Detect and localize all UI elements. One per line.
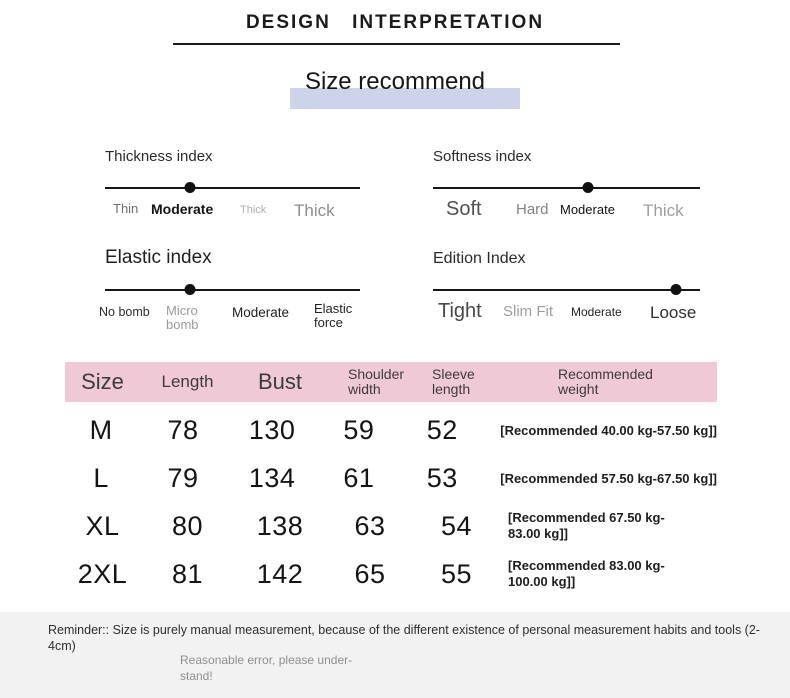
cell-size: M [89,414,113,445]
index-scale-line [105,289,360,291]
index-labels [433,300,700,344]
header-cell-shoulder-width: Shoulder width [348,365,405,397]
header-cell-bust: Bust [257,369,303,394]
cell-size: 2XL [77,558,128,589]
index-scale-line [433,289,700,291]
note-line-2: stand! [180,668,213,683]
index-label: Thick [643,201,684,220]
index-marker-dot [185,284,196,295]
cell-shoulder-width: 63 [354,510,386,541]
cell-shoulder-width: 59 [343,414,375,445]
index-marker-dot [185,182,196,193]
index-label: No bomb [99,305,150,319]
index-label: Tight [438,300,482,322]
index-label: Hard [516,201,549,218]
cell-bust: 138 [256,510,304,541]
cell-length: 79 [167,462,199,493]
cell-size: L [93,462,109,493]
cell-recommended-weight: [Recommended 57.50 kg-67.50 kg]] [500,470,717,486]
index-label: Moderate [232,305,290,320]
header-cell-recommended-weight: Recommended weight [558,365,653,397]
page-title: DESIGN INTERPRETATION [245,12,545,33]
index-label: Thick [240,204,267,216]
index-labels [105,202,360,242]
size-table-body [65,406,717,598]
cell-bust: 142 [256,558,304,589]
cell-shoulder-width: 65 [354,558,386,589]
title-underline [173,43,620,45]
cell-length: 81 [171,558,204,589]
cell-shoulder-width: 61 [343,462,375,493]
section-title-size-recommend: Size recommend [304,68,486,95]
table-row-m [65,406,717,454]
note-line-1: Reasonable error, please under- [180,653,353,667]
cell-recommended-weight: [Recommended 67.50 kg-83.00 kg]] [508,509,665,541]
index-label-selected: Moderate [560,202,615,217]
index-label: Moderate [571,305,622,319]
cell-sleeve-length: 54 [440,510,473,541]
table-row-l [65,454,717,502]
cell-recommended-weight: [Recommended 40.00 kg-57.50 kg]] [500,422,717,438]
index-scale-line [105,187,360,189]
cell-sleeve-length: 52 [426,414,458,445]
cell-sleeve-length: 53 [426,462,458,493]
index-label: Thin [113,201,139,216]
index-title: Thickness index [105,148,213,165]
index-label-selected: Micro bomb [166,303,199,332]
table-row-2xl [65,550,717,598]
cell-length: 80 [171,510,204,541]
index-title: Elastic index [105,247,212,268]
index-marker-dot [670,284,681,295]
cell-size: XL [85,510,120,541]
cell-sleeve-length: 55 [440,558,473,589]
table-row-xl [65,502,717,550]
index-label-selected: Loose [650,303,697,322]
index-label: Elastic force [314,301,353,330]
index-label-selected: Moderate [151,201,214,217]
cell-bust: 130 [248,414,296,445]
reasonable-error-note [180,653,370,684]
index-title: Softness index [433,148,532,165]
index-labels [99,301,360,344]
cell-bust: 134 [248,462,296,493]
index-labels [433,198,700,242]
header-cell-size: Size [81,369,124,394]
header-cell-sleeve-length: Sleeve length [432,365,475,397]
index-label: Thick [294,201,335,220]
header-cell-length: Length [161,372,214,391]
index-title: Edition Index [433,250,526,267]
cell-length: 78 [167,414,199,445]
size-table-header [65,362,717,402]
index-label: Slim Fit [503,303,553,320]
index-label: Soft [446,198,482,220]
index-marker-dot [582,182,593,193]
cell-recommended-weight: [Recommended 83.00 kg-100.00 kg]] [508,557,665,589]
reminder-text: Reminder:: Size is purely manual measurement, because of the different existence of personal measurement habits and tools (2-4cm) [48,623,760,654]
index-scale-line [433,187,700,189]
